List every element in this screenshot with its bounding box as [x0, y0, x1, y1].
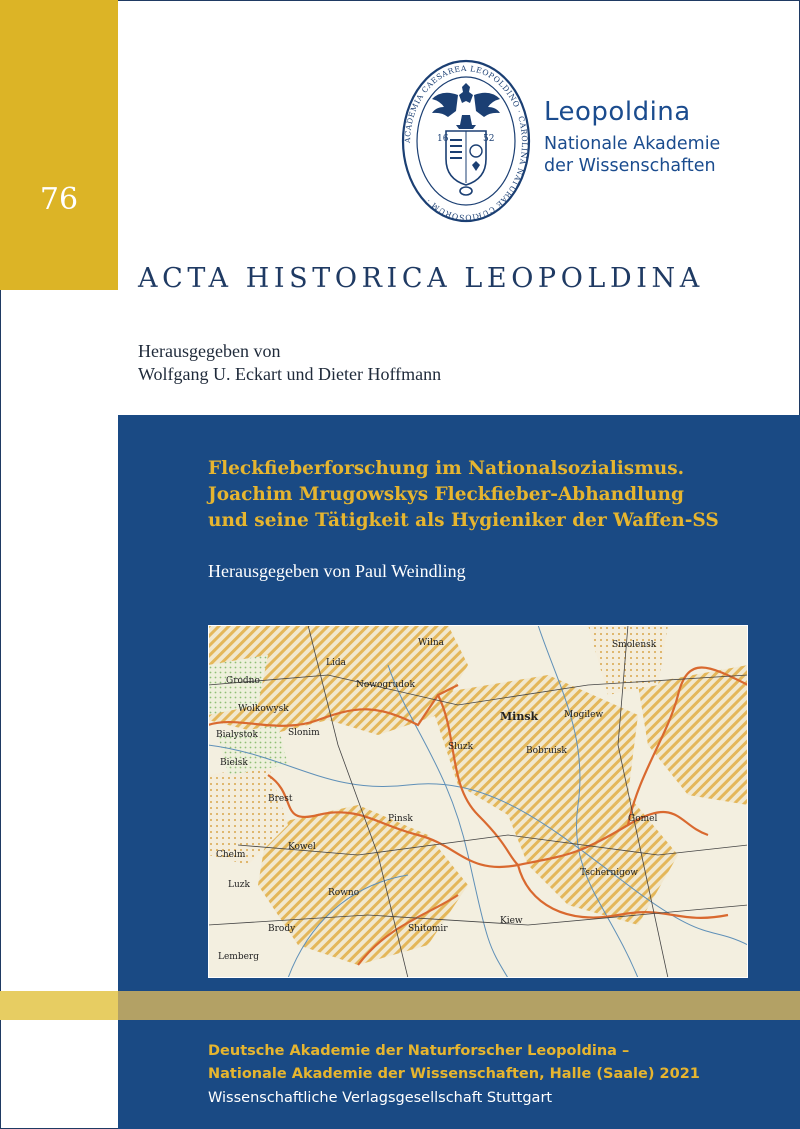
- series-editors-names: Wolfgang U. Eckart und Dieter Hoffmann: [138, 364, 442, 384]
- leopoldina-seal: [400, 55, 532, 225]
- publisher-line1: Deutsche Akademie der Naturforscher Leopoldina –: [208, 1043, 630, 1059]
- map-label: Pinsk: [388, 814, 413, 824]
- map-label: Wolkowysk: [238, 704, 289, 714]
- organization-name: Leopoldina: [544, 97, 691, 127]
- map-label: Lemberg: [218, 952, 259, 962]
- map-label: Slonim: [288, 728, 320, 738]
- map-label: Rowno: [328, 888, 360, 898]
- map-label: Bobruisk: [526, 746, 567, 756]
- footer-stripe-right: [118, 991, 800, 1020]
- publisher-line3: Wissenschaftliche Verlagsgesellschaft Stuttgart: [208, 1090, 553, 1106]
- map-label: Brody: [268, 924, 296, 934]
- seal-ring-text: ACADEMIA CAESAREA LEOPOLDINO · CAROLINA NATURAE CURIOSORUM ·: [402, 63, 530, 223]
- map-label: Grodno: [226, 676, 260, 686]
- map-label: Kowel: [288, 842, 316, 852]
- book-title-line2: Joachim Mrugowskys Fleckfieber-Abhandlung: [208, 484, 684, 505]
- series-title: ACTA HISTORICA LEOPOLDINA: [138, 263, 704, 294]
- publisher-line2: Nationale Akademie der Wissenschaften, Halle (Saale) 2021: [208, 1066, 700, 1082]
- map-label: Wilna: [418, 638, 445, 648]
- map-label: Brest: [268, 794, 293, 804]
- series-editors-label: Herausgegeben von: [138, 341, 281, 361]
- map-label: Kiew: [500, 916, 523, 926]
- map-label: Mogilew: [564, 710, 604, 720]
- map-label: Shitomir: [408, 924, 448, 934]
- book-title: [208, 456, 788, 534]
- book-editor: Herausgegeben von Paul Weindling: [208, 561, 466, 581]
- seal-year-left: 16: [437, 134, 449, 144]
- organization-subtitle-line2: der Wissenschaften: [544, 156, 716, 176]
- seal-year-right: 52: [483, 134, 495, 144]
- volume-block: [0, 0, 118, 290]
- footer-stripe-left: [0, 991, 118, 1020]
- map-label: Bialystok: [216, 730, 258, 740]
- map-label: Sluzk: [448, 742, 474, 752]
- historical-map: [208, 625, 748, 978]
- map-label: Smolensk: [612, 640, 657, 650]
- map-graphic: [208, 625, 748, 978]
- map-label: Gomel: [628, 814, 658, 824]
- map-label: Nowogrudok: [356, 680, 415, 690]
- map-label: Bielsk: [220, 758, 248, 768]
- volume-number: 76: [39, 182, 79, 217]
- map-label: Luzk: [228, 880, 250, 890]
- map-label: Tschernigow: [580, 868, 638, 878]
- map-label: Minsk: [500, 710, 539, 723]
- organization-subtitle-line1: Nationale Akademie: [544, 134, 721, 154]
- book-title-line1: Fleckfieberforschung im Nationalsozialismus.: [208, 458, 685, 479]
- map-label: Chelm: [216, 850, 246, 860]
- map-label: Lida: [326, 658, 346, 668]
- book-title-line3: und seine Tätigkeit als Hygieniker der Waffen-SS: [208, 510, 719, 531]
